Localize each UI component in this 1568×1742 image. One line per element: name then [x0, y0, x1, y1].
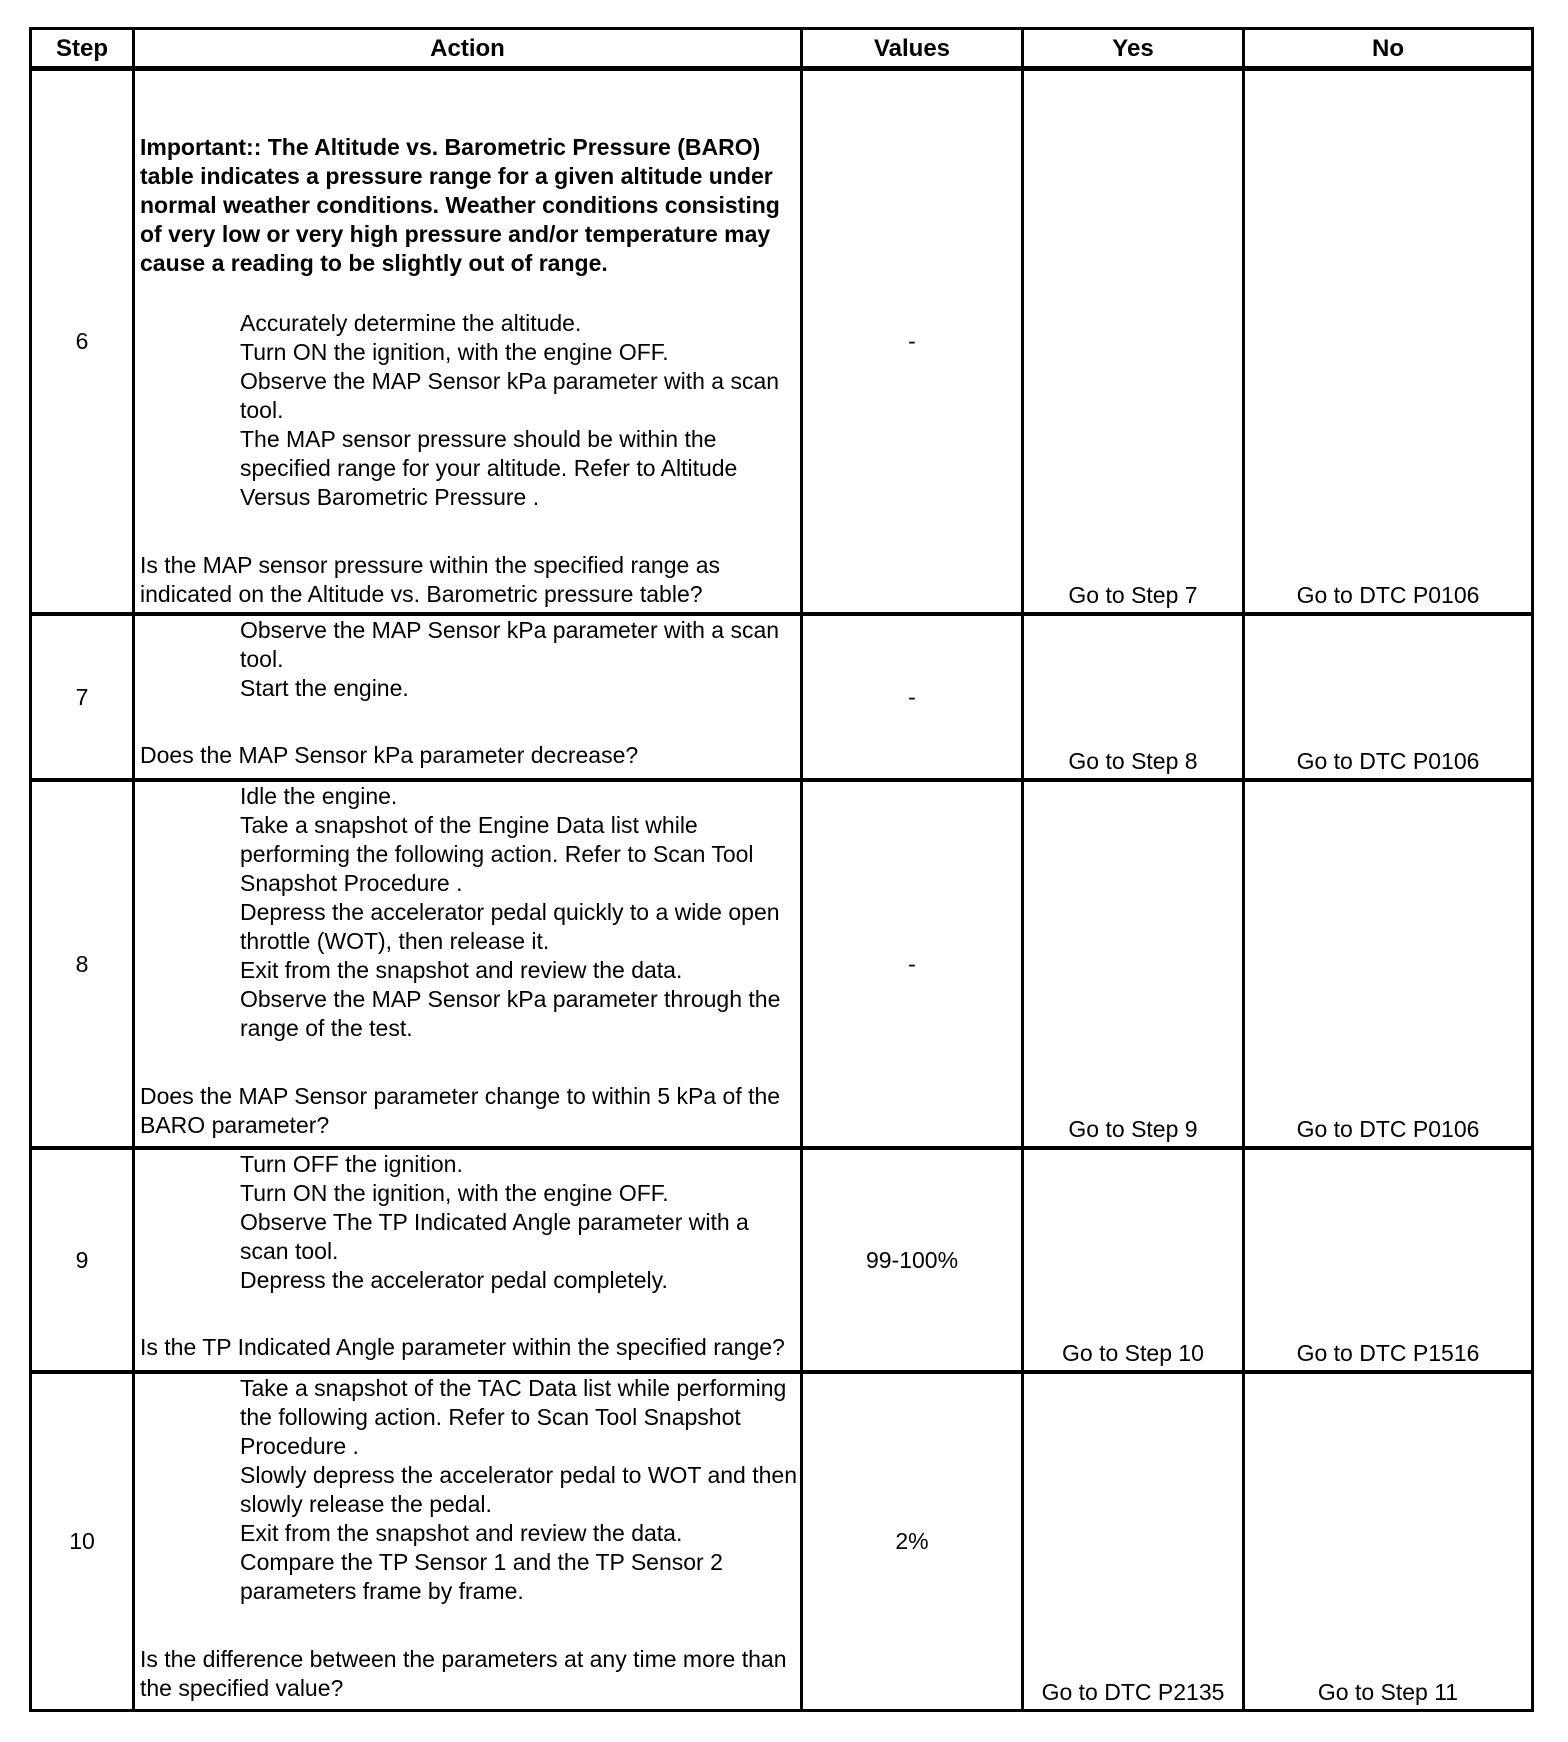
action-question: Does the MAP Sensor parameter change to within 5 kPa of the BARO parameter? — [140, 1083, 781, 1138]
yes-link[interactable]: Go to Step 10 — [1062, 1340, 1204, 1366]
action-item: Depress the accelerator pedal quickly to a wide open throttle (WOT), then release it. — [240, 899, 780, 954]
no-link[interactable]: Go to DTC P0106 — [1296, 748, 1480, 774]
action-cell — [135, 616, 800, 778]
action-item: Compare the TP Sensor 1 and the TP Sensor 2 parameters frame by frame. — [240, 1549, 723, 1604]
step-number: 9 — [75, 1246, 89, 1273]
yes-link[interactable]: Go to DTC P2135 — [1041, 1679, 1225, 1705]
action-item: Take a snapshot of the Engine Data list while performing the following action. Refer to Scan Tool Snapshot Procedure . — [240, 812, 754, 896]
action-cell — [135, 1374, 800, 1709]
action-question: Is the difference between the parameters at any time more than the specified value? — [140, 1646, 787, 1701]
action-item: Accurately determine the altitude. — [240, 310, 582, 336]
no-link[interactable]: Go to DTC P0106 — [1296, 582, 1480, 608]
action-item: The MAP sensor pressure should be within the specified range for your altitude. Refer to Altitude Versus Barometric Pressure . — [240, 426, 738, 510]
action-item: Depress the accelerator pedal completely. — [240, 1267, 668, 1293]
action-item: Turn ON the ignition, with the engine OFF. — [240, 1180, 669, 1206]
action-item: Idle the engine. — [240, 783, 398, 809]
action-question: Is the MAP sensor pressure within the specified range as indicated on the Altitude vs. Barometric pressure table? — [140, 552, 720, 607]
action-steps — [140, 309, 798, 512]
action-item: Observe The TP Indicated Angle parameter with a scan tool. — [240, 1209, 749, 1264]
values-cell: 2% — [895, 1528, 929, 1554]
yes-link[interactable]: Go to Step 8 — [1068, 748, 1198, 774]
action-question: Does the MAP Sensor kPa parameter decrease? — [140, 742, 639, 768]
values-cell: 99-100% — [865, 1246, 959, 1273]
action-cell — [135, 71, 800, 612]
action-steps — [140, 616, 798, 703]
action-item: Turn OFF the ignition. — [240, 1151, 463, 1177]
yes-link[interactable]: Go to Step 7 — [1068, 582, 1198, 608]
action-item: Turn ON the ignition, with the engine OFF. — [240, 339, 669, 365]
action-item: Take a snapshot of the TAC Data list while performing the following action. Refer to Scan Tool Snapshot Procedure . — [240, 1375, 787, 1459]
header-no: No — [1372, 35, 1404, 62]
no-link[interactable]: Go to Step 11 — [1317, 1679, 1459, 1705]
no-link[interactable]: Go to DTC P1516 — [1296, 1340, 1480, 1366]
values-cell: - — [908, 683, 916, 710]
action-question: Is the TP Indicated Angle parameter within the specified range? — [140, 1334, 785, 1360]
values-cell: - — [908, 328, 916, 354]
header-action: Action — [430, 35, 505, 62]
header-values: Values — [873, 35, 951, 62]
values-cell: - — [908, 950, 916, 977]
step-number: 10 — [69, 1528, 95, 1554]
step-number: 6 — [75, 328, 89, 354]
no-link[interactable]: Go to DTC P0106 — [1296, 1116, 1480, 1142]
yes-link[interactable]: Go to Step 9 — [1068, 1116, 1198, 1142]
step-number: 7 — [75, 683, 89, 710]
action-item: Exit from the snapshot and review the data. — [240, 1520, 683, 1546]
header-step: Step — [55, 35, 108, 62]
action-item: Start the engine. — [240, 675, 409, 701]
step-number: 8 — [75, 950, 89, 977]
action-item: Observe the MAP Sensor kPa parameter with a scan tool. — [240, 368, 780, 423]
action-cell — [135, 1150, 800, 1370]
action-cell — [135, 782, 800, 1146]
action-item: Exit from the snapshot and review the data. — [240, 957, 683, 983]
action-steps — [140, 782, 798, 1043]
action-steps — [140, 1150, 798, 1295]
header-yes: Yes — [1112, 35, 1154, 62]
action-steps — [140, 1374, 798, 1606]
important-note: Important:: The Altitude vs. Barometric Pressure (BARO) table indicates a pressure range for a given altitude under normal weather conditions. Weather conditions consisting of very low or very high pressure and/or temperature may cause a reading to be slightly out of range. — [140, 134, 780, 276]
diagnostic-table — [29, 27, 1534, 1712]
action-item: Observe the MAP Sensor kPa parameter with a scan tool. — [240, 617, 780, 672]
action-item: Slowly depress the accelerator pedal to WOT and then slowly release the pedal. — [240, 1462, 797, 1517]
action-item: Observe the MAP Sensor kPa parameter through the range of the test. — [240, 986, 781, 1041]
